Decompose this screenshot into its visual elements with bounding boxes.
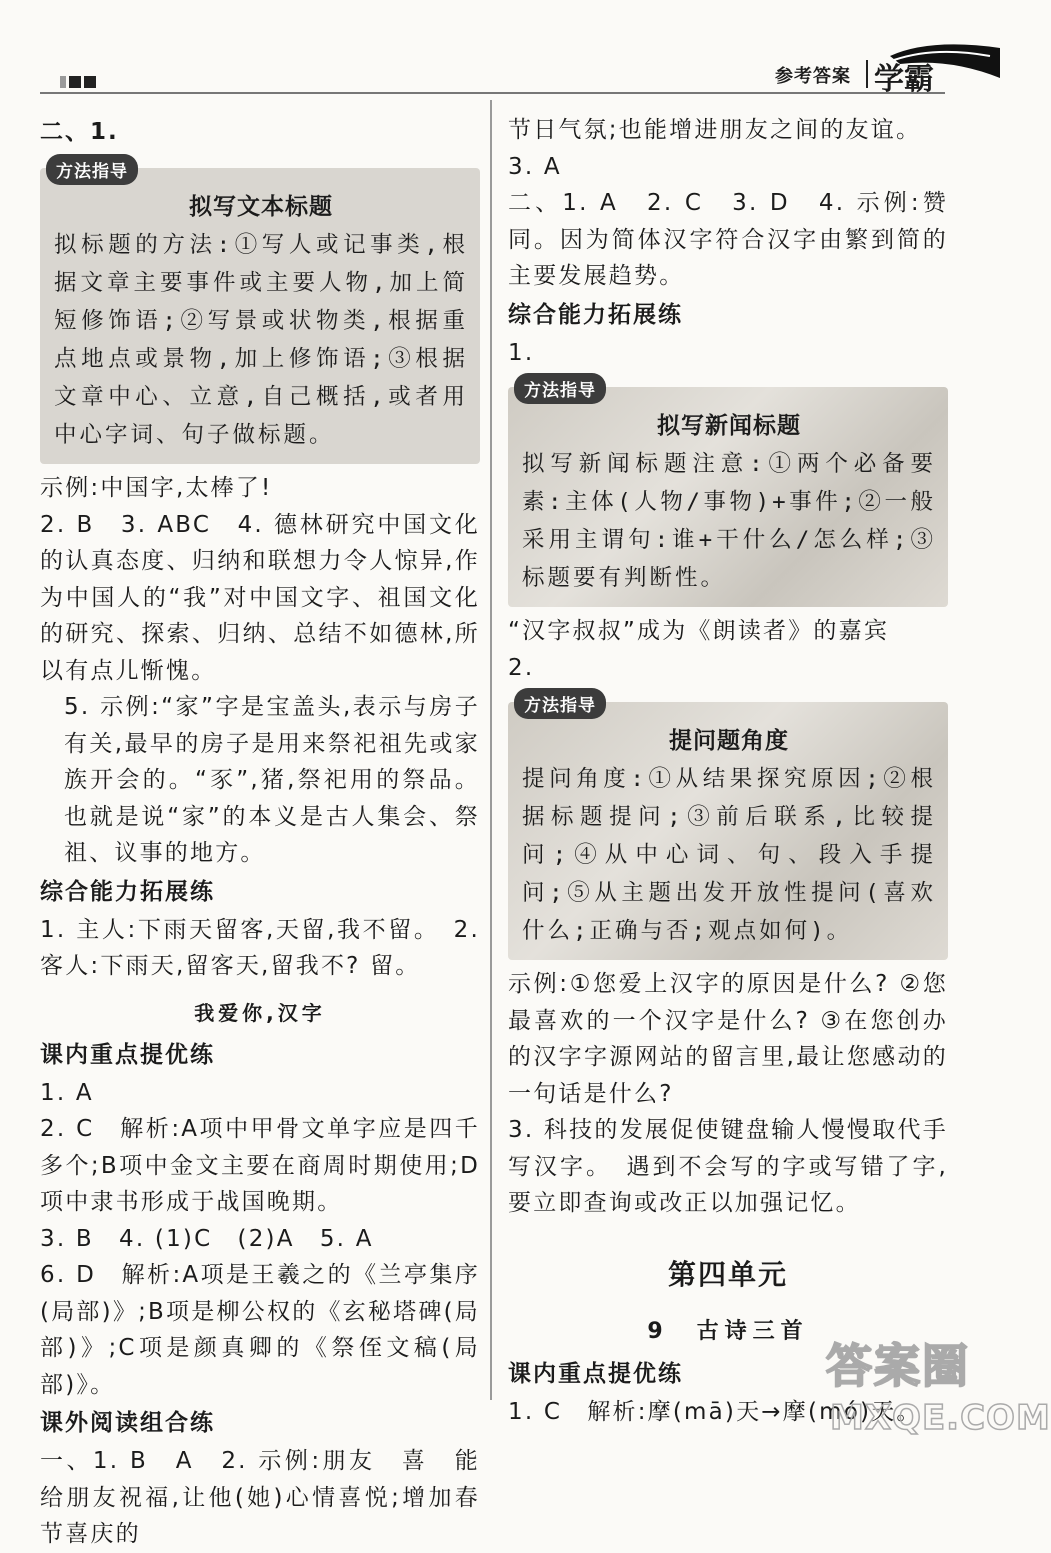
method-guide-title: 拟写文本标题: [189, 194, 333, 220]
header-separator: [866, 60, 868, 88]
answer-text: 2. C 解析:A项中甲骨文单字应是四千多个;B项中金文主要在商周时期使用;D项中隶书形成于战国晚期。: [40, 1116, 480, 1215]
header-rule: [40, 92, 945, 94]
method-guide-box: [508, 696, 948, 960]
section-heading: 课内重点提优练: [40, 1041, 215, 1068]
watermark-url: MXQE.COM: [830, 1398, 1051, 1438]
left-column: [40, 112, 480, 1553]
column-divider: [490, 100, 492, 1400]
answer-text: 3. 科技的发展促使键盘输人慢慢取代手写汉字。 遇到不会写的字或写错了字,要立即查询或改正以加强记忆。: [508, 1117, 948, 1216]
method-guide-box: [40, 162, 480, 464]
answer-text: 一、1. B A 2. 示例:朋友 喜 能给朋友祝福,让他(她)心情喜悦;增加春节喜庆的: [40, 1448, 480, 1547]
lesson-title: 9 古诗三首: [647, 1318, 809, 1344]
header-label: 参考答案: [775, 66, 851, 87]
method-guide-body: 拟写新闻标题注意:①两个必备要素:主体(人物/事物)+事件;②一般采用主谓句:谁+干什么/怎么样;③标题要有判断性。: [522, 451, 936, 591]
answer-text: 3. A: [508, 153, 562, 180]
answer-text: 1. 主人:下雨天留客,天留,我不留。 2. 客人:下雨天,留客天,留我不? 留。: [40, 916, 480, 979]
lesson-title: 我爱你,汉字: [194, 1000, 326, 1025]
section-heading: 课外阅读组合练: [40, 1410, 215, 1436]
right-column: [508, 112, 948, 1430]
method-guide-box: [508, 381, 948, 607]
method-guide-badge: 方法指导: [514, 688, 606, 719]
header-decor-squares: [60, 76, 96, 88]
answer-text: 节日气氛;也能增进朋友之间的友谊。: [508, 117, 922, 143]
answer-text: 1. A: [40, 1079, 94, 1106]
answer-text: 二、1. A 2. C 3. D 4. 示例:赞同。因为简体汉字符合汉字由繁到简的主要发展趋势。: [508, 190, 948, 289]
method-guide-badge: 方法指导: [514, 373, 606, 404]
section-heading: 综合能力拓展练: [508, 301, 683, 328]
answer-text: 示例:①您爱上汉字的原因是什么? ②您最喜欢的一个汉字是什么? ③在您创办的汉字字源网站的留言里,最让您感动的一句话是什么?: [508, 971, 948, 1107]
method-guide-body: 拟标题的方法:①写人或记事类,根据文章主要事件或主要人物,加上简短修饰语;②写景或状物类,根据重点地点或景物,加上修饰语;③根据文章中心、立意,自己概括,或者用中心字词、句子做标题。: [54, 232, 468, 448]
answer-text: “汉字叔叔”成为《朗读者》的嘉宾: [508, 618, 890, 644]
method-guide-title: 提问题角度: [669, 728, 789, 754]
answer-text: 示例:中国字,太棒了!: [40, 475, 273, 501]
answer-text: 2.: [508, 654, 535, 681]
method-guide-body: 提问角度:①从结果探究原因;②根据标题提问;③前后联系,比较提问;④从中心词、句、段入手提问;⑤从主题出发开放性提问(喜欢什么;正确与否;观点如何)。: [522, 766, 936, 944]
brand-swoosh-icon: [890, 38, 1000, 88]
answer-text: 2. B 3. ABC 4. 德林研究中国文化的认真态度、归纳和联想力令人惊异,作为中国人的“我”对中国文字、祖国文化的研究、探索、归纳、总结不如德林,所以有点儿惭愧。: [40, 511, 480, 684]
watermark-text: 答案圈: [826, 1339, 970, 1393]
watermark-logo: [826, 1330, 1051, 1440]
page-header: [0, 0, 1000, 100]
section-heading: 综合能力拓展练: [40, 878, 215, 905]
section-heading: 课内重点提优练: [508, 1360, 683, 1387]
unit-title: 第四单元: [667, 1257, 788, 1291]
header-brand: 学霸: [874, 62, 934, 97]
method-guide-title: 拟写新闻标题: [657, 413, 801, 439]
answer-text: 1.: [508, 339, 535, 366]
method-guide-badge: 方法指导: [46, 154, 138, 185]
answer-text: 5. 示例:“家”字是宝盖头,表示与房子有关,最早的房子是用来祭祀祖先或家族开会的。“豕”,猪,祭祀用的祭品。也就是说“家”的本义是古人集会、祭祖、议事的地方。: [64, 694, 480, 866]
answer-text: 3. B 4. (1)C (2)A 5. A: [40, 1225, 374, 1252]
answer-text: 6. D 解析:A项是王羲之的《兰亭集序(局部)》;B项是柳公权的《玄秘塔碑(局部)》;C项是颜真卿的《祭侄文稿(局部)》。: [40, 1262, 480, 1398]
section-heading: 二、1.: [40, 119, 119, 145]
answer-text: 1. C 解析:摩(mā)天→摩(mó)天。: [508, 1398, 922, 1425]
